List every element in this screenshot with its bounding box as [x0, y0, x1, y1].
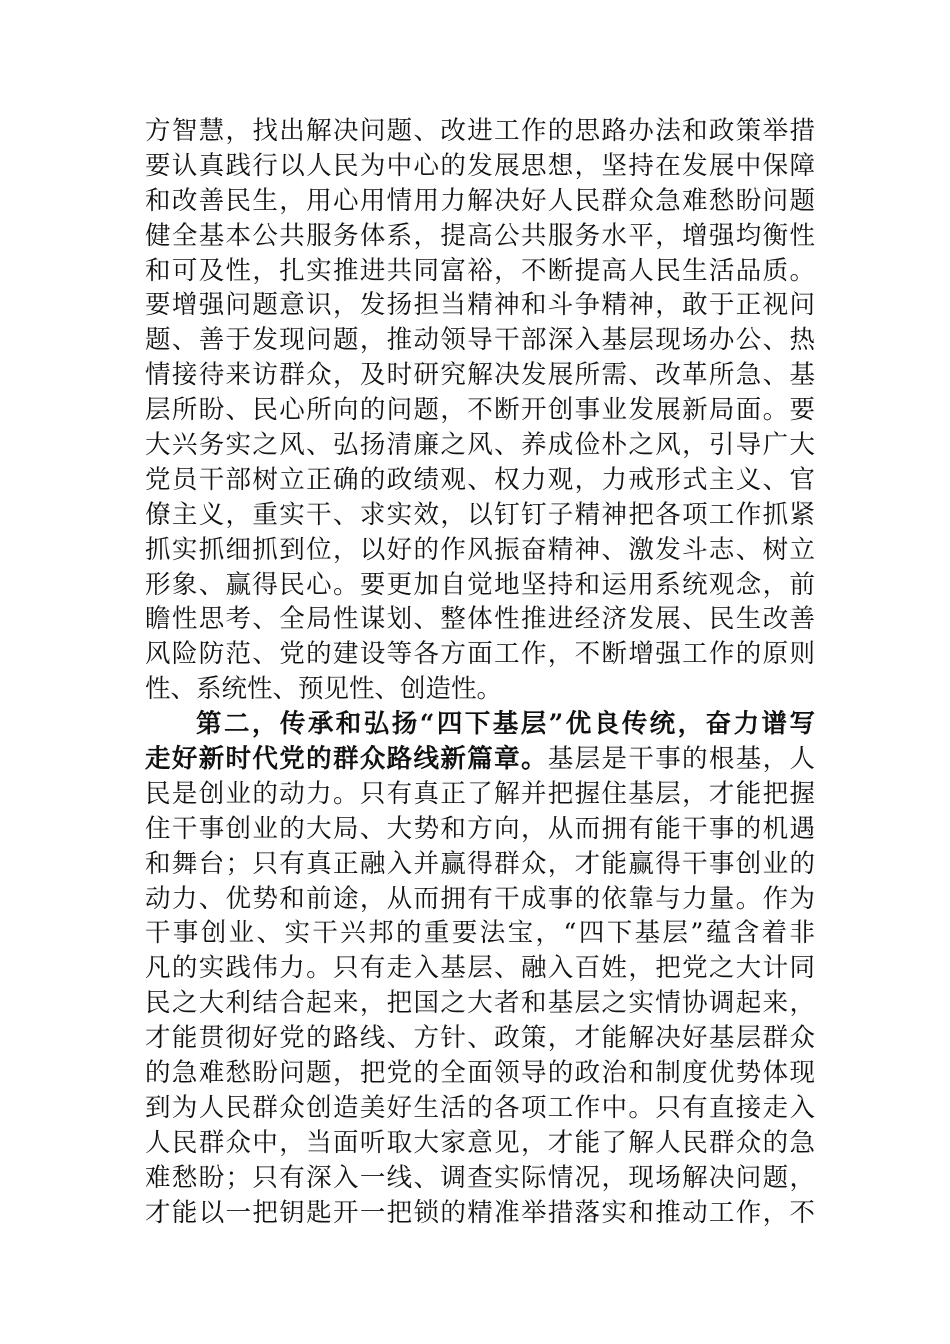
text-line: 凡的实践伟力。只有走入基层、融入百姓，把党之大计同	[145, 953, 815, 984]
text-line: 动力、优势和前途，从而拥有干成事的依靠与力量。作为	[145, 883, 815, 914]
section-heading-continued: 走好新时代党的群众路线新篇章。	[145, 744, 548, 775]
text-line: 人民群众中，当面听取大家意见，才能了解人民群众的急	[145, 1127, 815, 1158]
text-line: 才能贯彻好党的路线、方针、政策，才能解决好基层群众	[145, 1023, 815, 1054]
text-line: 难愁盼；只有深入一线、调查实际情况，现场解决问题，	[145, 1162, 815, 1193]
text-line: 要认真践行以人民为中心的发展思想，坚持在发展中保障	[145, 150, 815, 181]
text-line: 和舞台；只有真正融入并赢得群众，才能赢得干事创业的	[145, 848, 815, 879]
text-line: 抓实抓细抓到位，以好的作风振奋精神、激发斗志、树立	[145, 534, 815, 565]
text-line: 健全基本公共服务体系，提高公共服务水平，增强均衡性	[145, 220, 815, 251]
text-line: 住干事创业的大局、大势和方向，从而拥有能干事的机遇	[145, 813, 815, 844]
paragraph-1	[145, 114, 815, 707]
text-line: 干事创业、实干兴邦的重要法宝，“四下基层”蕴含着非	[145, 918, 815, 949]
text-line: 大兴务实之风、弘扬清廉之风、养成俭朴之风，引导广大	[145, 430, 815, 461]
text-line	[145, 742, 815, 777]
paragraph-2	[145, 707, 815, 1230]
text-line: 形象、赢得民心。要更加自觉地坚持和运用系统观念，前	[145, 569, 815, 600]
text-line: 民之大利结合起来，把国之大者和基层之实情协调起来，	[145, 988, 815, 1019]
text-line: 要增强问题意识，发扬担当精神和斗争精神，敢于正视问	[145, 290, 815, 321]
text-line: 到为人民群众创造美好生活的各项工作中。只有直接走入	[145, 1092, 815, 1123]
text-span: 基层是干事的根基，人	[547, 744, 815, 775]
text-line: 才能以一把钥匙开一把锁的精准举措落实和推动工作，不	[145, 1197, 815, 1228]
text-line: 的急难愁盼问题，把党的全面领导的政治和制度优势体现	[145, 1058, 815, 1089]
text-line: 层所盼、民心所向的问题，不断开创事业发展新局面。要	[145, 395, 815, 426]
text-line: 僚主义，重实干、求实效，以钉钉子精神把各项工作抓紧	[145, 499, 815, 530]
text-line: 方智慧，找出解决问题、改进工作的思路办法和政策举措	[145, 116, 815, 146]
text-line: 民是创业的动力。只有真正了解并把握住基层，才能把握	[145, 778, 815, 809]
text-line: 瞻性思考、全局性谋划、整体性推进经济发展、民生改善	[145, 604, 815, 635]
body-text	[145, 114, 815, 1231]
text-line: 风险防范、党的建设等各方面工作，不断增强工作的原则	[145, 639, 815, 670]
text-line: 党员干部树立正确的政绩观、权力观，力戒形式主义、官	[145, 464, 815, 495]
text-line: 和改善民生，用心用情用力解决好人民群众急难愁盼问题	[145, 185, 815, 216]
text-line: 情接待来访群众，及时研究解决发展所需、改革所急、基	[145, 360, 815, 391]
section-heading: 第二，传承和弘扬“四下基层”优良传统，奋力谱写	[196, 709, 815, 740]
text-line: 性、系统性、预见性、创造性。	[145, 674, 503, 705]
text-line: 题、善于发现问题，推动领导干部深入基层现场办公、热	[145, 325, 815, 356]
text-line: 和可及性，扎实推进共同富裕，不断提高人民生活品质。	[145, 255, 815, 286]
